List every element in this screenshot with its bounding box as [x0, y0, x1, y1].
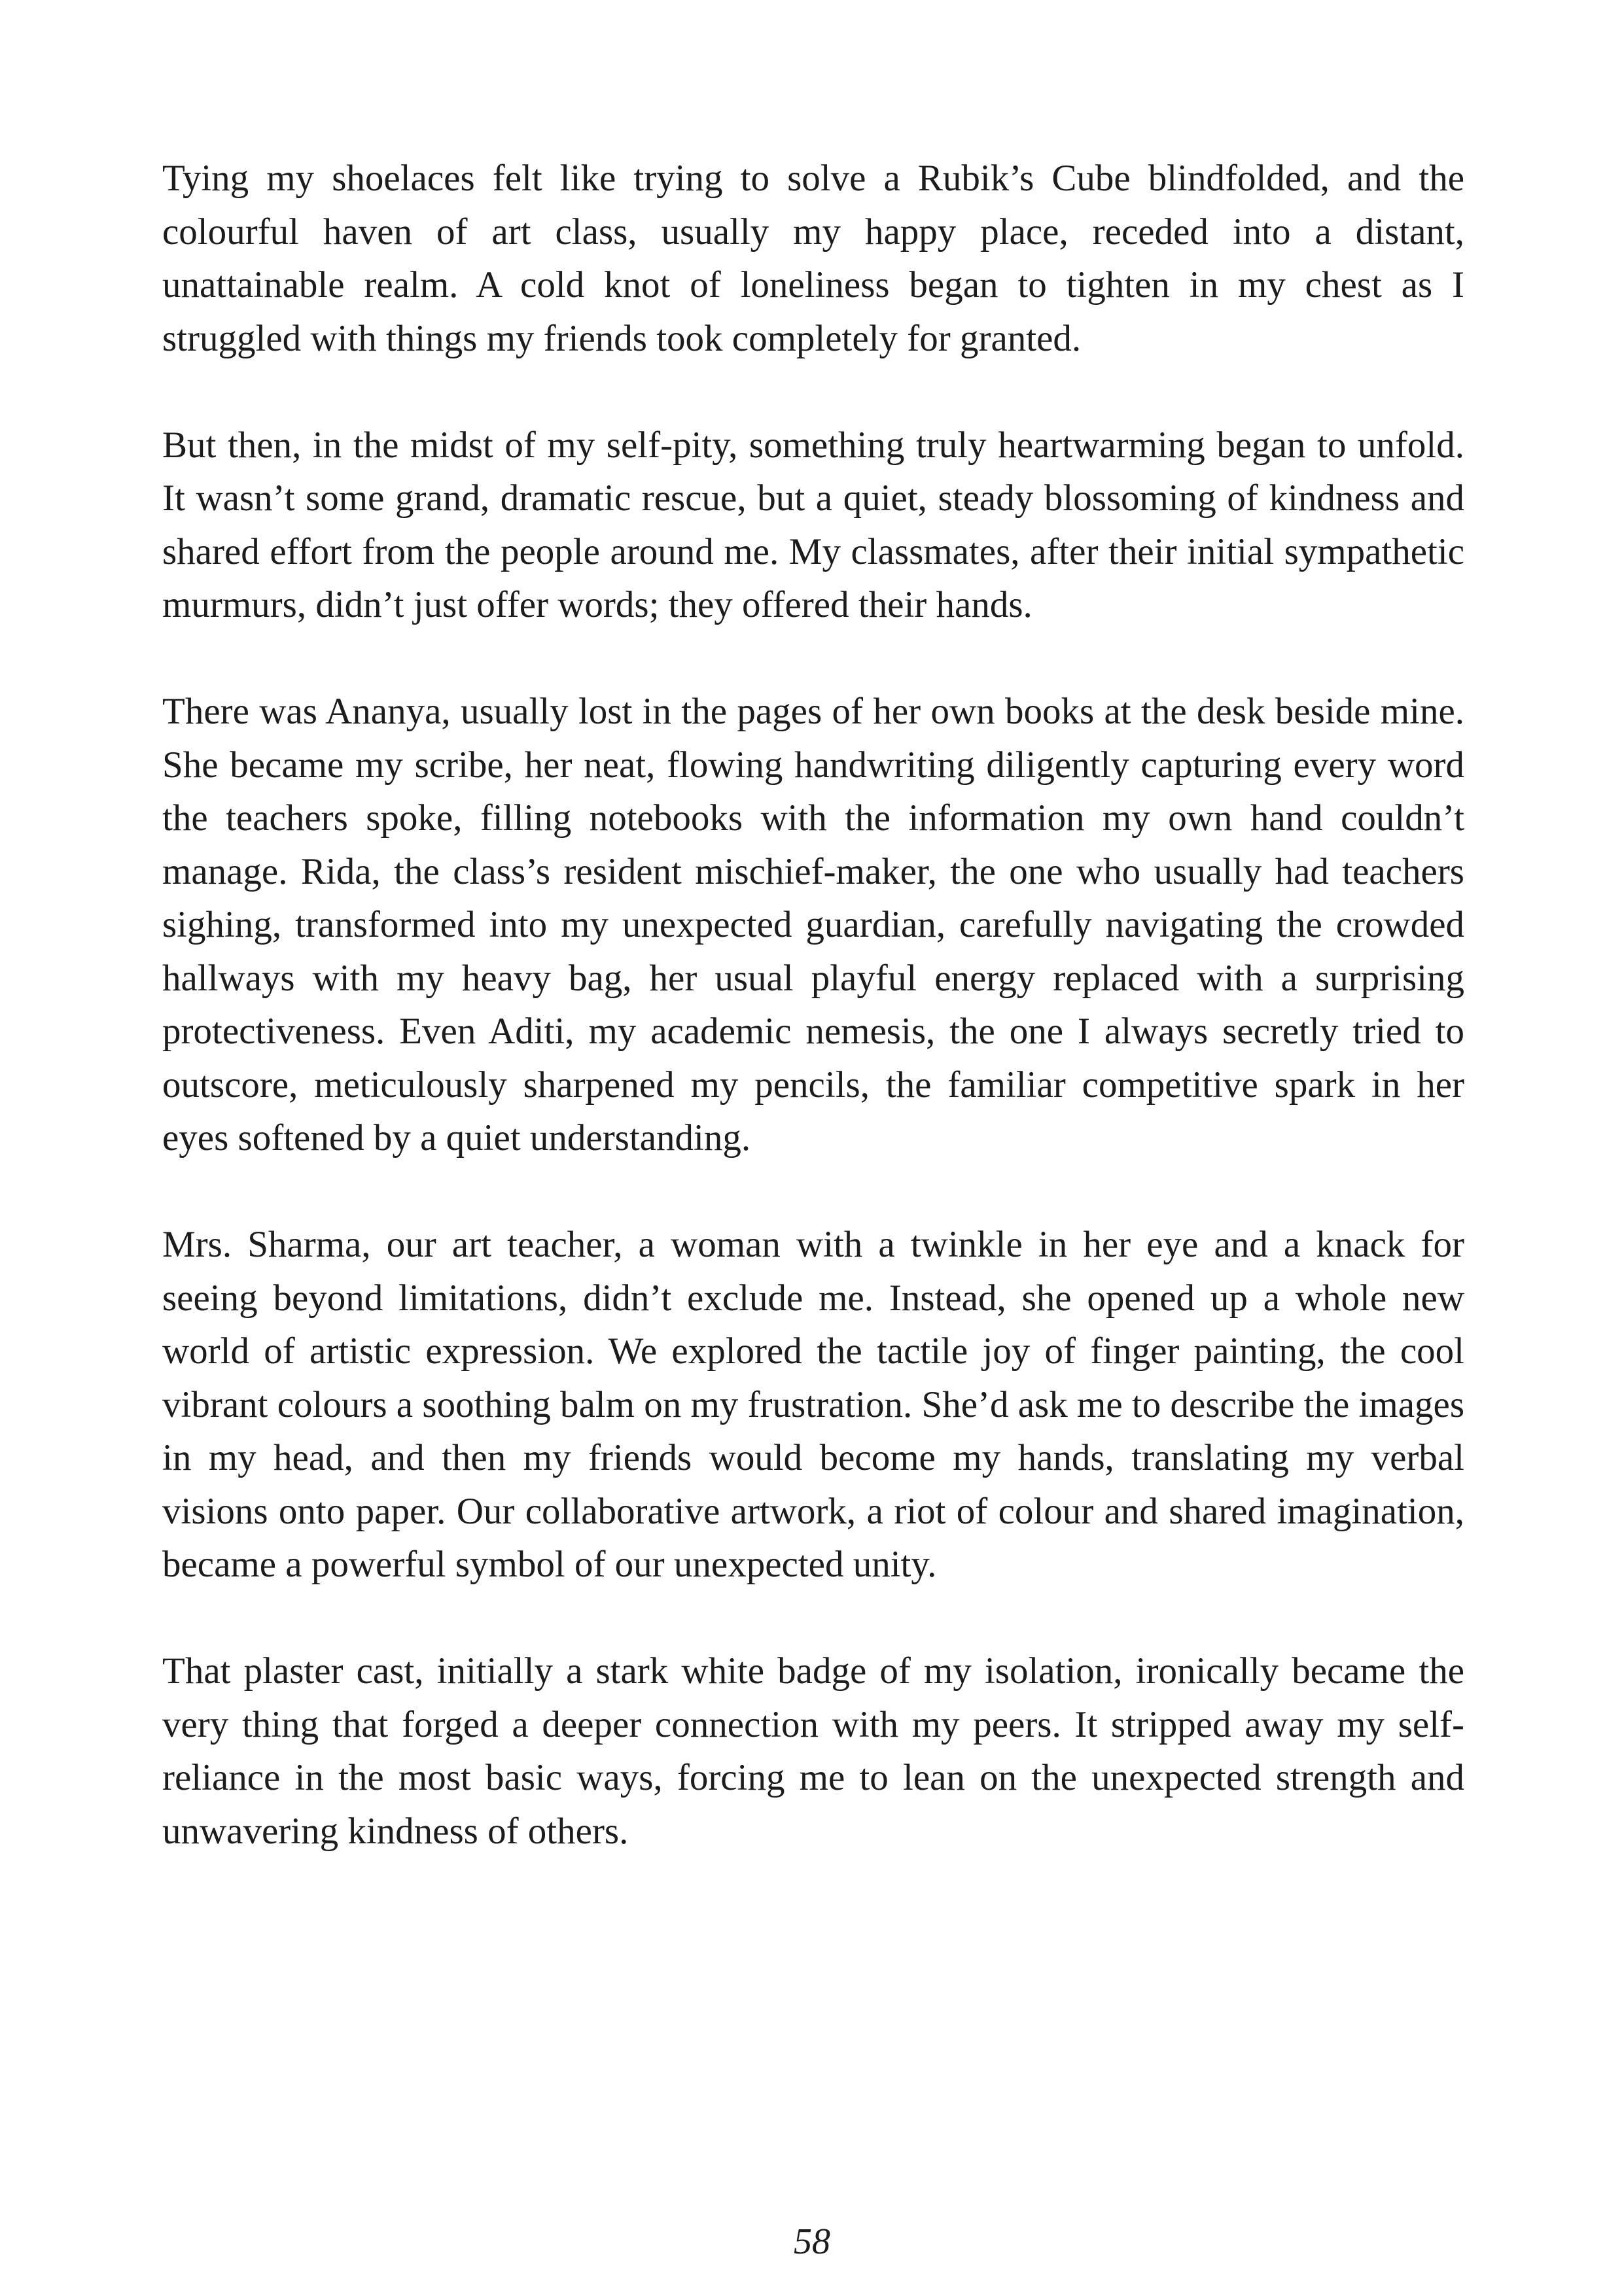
- paragraph-2: But then, in the midst of my self-pity, something truly heartwarming began to unfold. It wasn’t some grand, dramatic rescue, but a quiet, steady blossoming of kindness and shared effort from the people around me. My classmates, after their initial sympathetic murmurs, didn’t just offer words; they offered their hands.: [162, 424, 1464, 625]
- paragraph-4: Mrs. Sharma, our art teacher, a woman with a twinkle in her eye and a knack for seeing beyond limitations, didn’t exclude me. Instead, she opened up a whole new world of artistic expression. We explored the tactile joy of finger painting, the cool vibrant colours a soothing balm on my frustration. She’d ask me to describe the images in my head, and then my friends would become my hands, translating my verbal visions onto paper. Our collaborative artwork, a riot of colour and shared imagination, became a powerful symbol of our unexpected unity.: [162, 1224, 1464, 1585]
- page-number: 58: [794, 2221, 830, 2262]
- paragraph-5: That plaster cast, initially a stark white badge of my isolation, ironically became the very thing that forged a deeper connection with my peers. It stripped away my self-reliance in the most basic ways, forcing me to lean on the unexpected strength and unwavering kindness of others.: [162, 1650, 1464, 1852]
- body-text: [162, 152, 1464, 1911]
- paragraph-1: Tying my shoelaces felt like trying to solve a Rubik’s Cube blindfolded, and the colourful haven of art class, usually my happy place, receded into a distant, unattainable realm. A cold knot of loneliness began to tighten in my chest as I struggled with things my friends took completely for granted.: [162, 158, 1464, 359]
- paragraph-3: There was Ananya, usually lost in the pages of her own books at the desk beside mine. She became my scribe, her neat, flowing handwriting diligently capturing every word the teachers spoke, filling notebooks with the information my own hand couldn’t manage. Rida, the class’s resident mischief-maker, the one who usually had teachers sighing, transformed into my unexpected guardian, carefully navigating the crowded hallways with my heavy bag, her usual playful energy replaced with a surprising protectiveness. Even Aditi, my academic nemesis, the one I always secretly tried to outscore, meticulously sharpened my pencils, the familiar competitive spark in her eyes softened by a quiet understanding.: [162, 691, 1464, 1158]
